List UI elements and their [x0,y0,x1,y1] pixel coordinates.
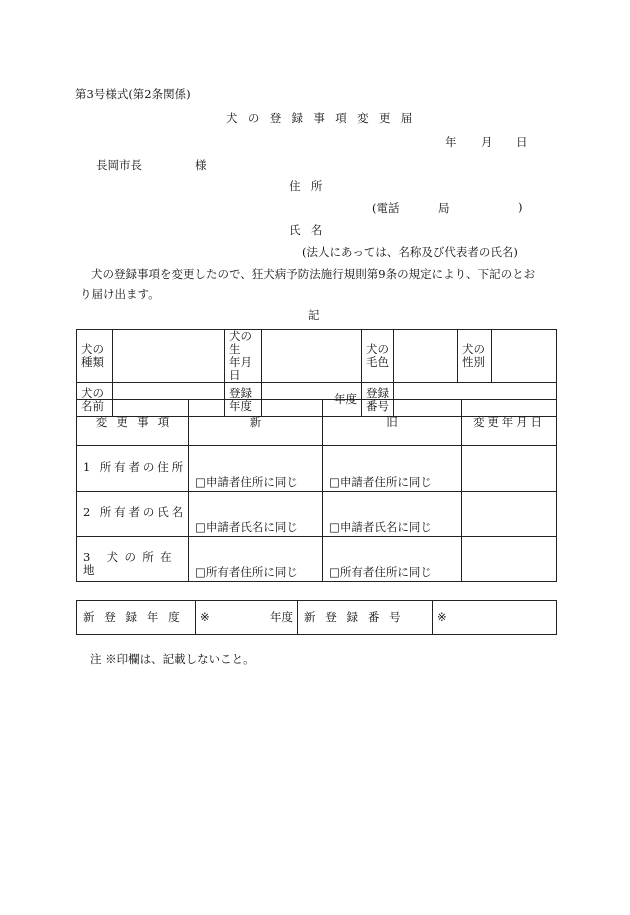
dog-birth-field[interactable] [262,330,362,383]
new-reg-year-field[interactable] [196,601,298,635]
ki-label: 記 [308,308,320,322]
date-day: 日 [516,135,528,149]
corp-note: (法人にあっては、名称及び代表者の氏名) [302,245,518,259]
dog-kind-field[interactable] [113,330,225,383]
reserved-mark-2: ※ [437,610,447,624]
header-old: 旧 [323,400,462,446]
dog-color-label: 犬の 毛色 [362,330,394,383]
phone-close: ) [518,200,523,214]
dog-name-label: 犬の 名前 [77,383,113,417]
phone-station: 局 [438,201,450,215]
body-text-line2: り届け出ます。 [80,287,160,301]
header-change-item: 変更事項 [77,400,189,446]
header-new: 新 [189,400,323,446]
new-registration-table [76,600,557,635]
change-date-field-2[interactable] [462,492,557,537]
reg-year-unit: 年度 [334,392,357,406]
date-month: 月 [481,135,493,149]
reg-year-label: 登録 年度 [225,383,262,417]
checkbox-old-same-owner-address[interactable]: □所有者住所に同じ [323,537,462,582]
date-year: 年 [445,135,457,149]
dog-kind-label: 犬の 種類 [77,330,113,383]
row-owner-name-label: 2 所有者の氏名 [77,492,189,537]
honorific: 様 [195,158,207,172]
phone-open: (電話 [372,201,400,215]
change-date-field-1[interactable] [462,446,557,492]
new-reg-number-label: 新登録番号 [298,601,433,635]
form-title: 犬の登録事項変更届 [226,111,423,125]
body-text-line1: 犬の登録事項を変更したので、狂犬病予防法施行規則第9条の規定により、下記のとお [91,267,536,281]
dog-sex-label: 犬の 性別 [458,330,492,383]
new-reg-year-unit: 年度 [270,610,293,624]
reserved-mark-1: ※ [200,610,210,624]
checkbox-old-same-applicant-name[interactable]: □申請者氏名に同じ [323,492,462,537]
header-change-date: 変更年月日 [462,400,557,446]
reg-number-label: 登録 番号 [362,383,394,417]
row-owner-address-label: 1 所有者の住所 [77,446,189,492]
dog-sex-field[interactable] [492,330,557,383]
new-reg-year-label: 新登録年度 [77,601,196,635]
change-table [76,399,557,582]
checkbox-new-same-owner-address[interactable]: □所有者住所に同じ [189,537,323,582]
checkbox-new-same-applicant-address[interactable]: □申請者住所に同じ [189,446,323,492]
name-label: 氏名 [289,223,333,237]
change-date-field-3[interactable] [462,537,557,582]
form-number: 第3号様式(第2条関係) [75,87,191,101]
checkbox-old-same-applicant-address[interactable]: □申請者住所に同じ [323,446,462,492]
row-dog-location-label: 3 犬の所在地 [77,537,189,582]
new-reg-number-field[interactable] [433,601,557,635]
address-label: 住所 [289,179,333,193]
addressee: 長岡市長 [96,158,142,172]
dog-color-field[interactable] [394,330,458,383]
checkbox-new-same-applicant-name[interactable]: □申請者氏名に同じ [189,492,323,537]
dog-birth-label: 犬の生 年月日 [225,330,262,383]
footnote: 注 ※印欄は、記載しないこと。 [90,652,255,666]
